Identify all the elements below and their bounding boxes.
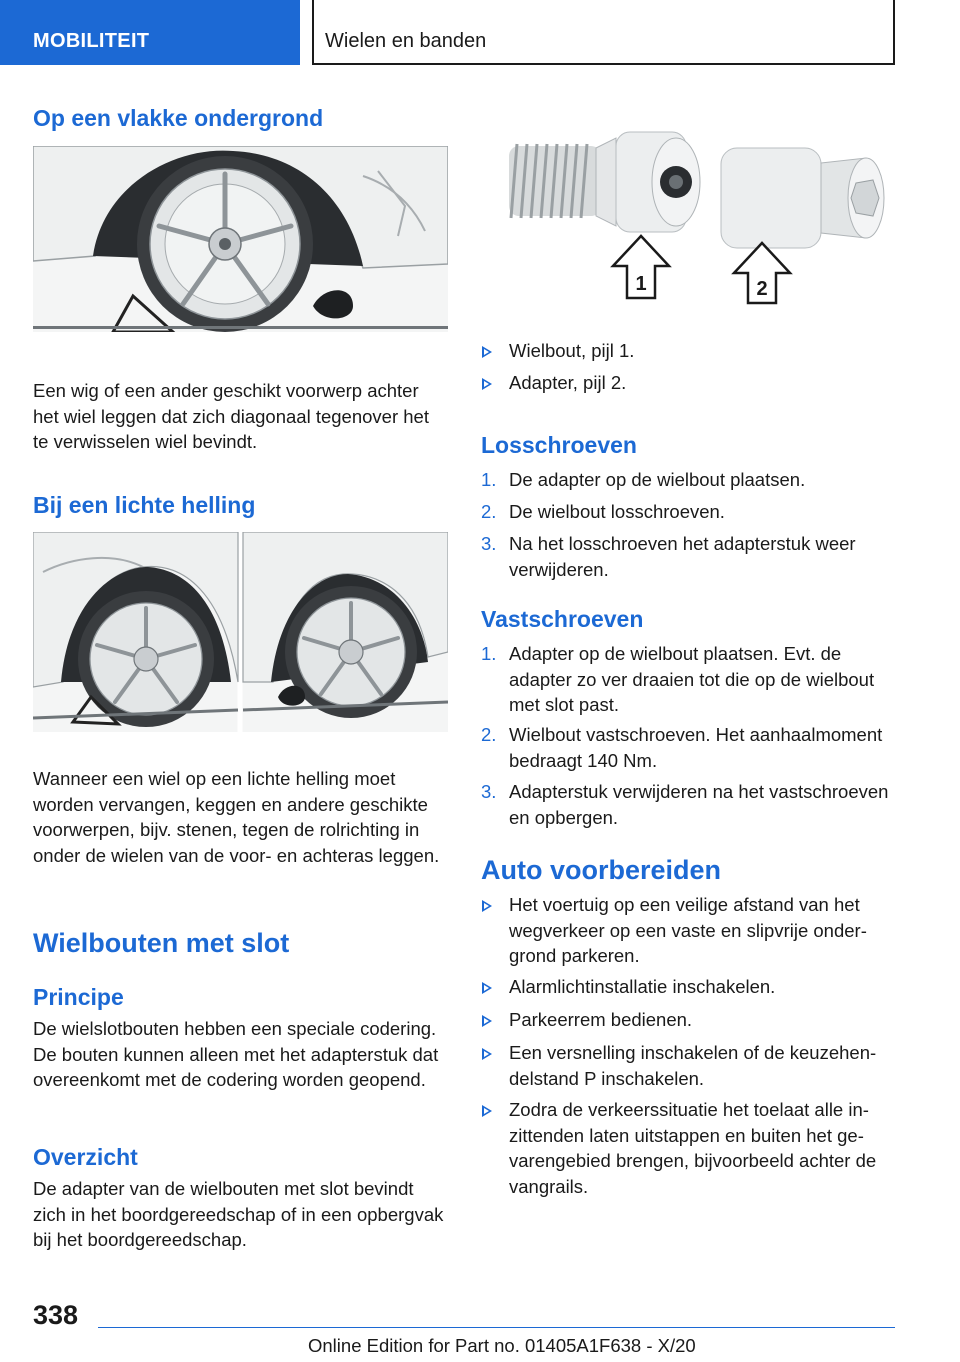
section-tab: MOBILITEIT bbox=[0, 0, 300, 65]
heading-slope: Bij een lichte helling bbox=[33, 492, 256, 518]
list-item-prepare-2: Alarmlichtinstallatie inschakelen. bbox=[481, 974, 896, 1000]
list-item-prepare-4: Een versnelling inschakelen of de keuzehendelstand P inschakelen. bbox=[481, 1040, 896, 1091]
list-item-part-2: Adapter, pijl 2. bbox=[481, 370, 896, 396]
bullet-arrow-icon bbox=[482, 982, 492, 994]
step-tighten-3: 3. Adapterstuk verwijderen na het vastschroeven en opbergen. bbox=[481, 781, 889, 828]
bullet-arrow-icon bbox=[482, 1015, 492, 1027]
paragraph-principle: De wielslotbouten hebben een speciale codering. De bouten kunnen alleen met het adapterstuk dat overeenkomt met de codering worden geopend. bbox=[33, 1018, 439, 1090]
step-loosen-3: 3. Na het losschroeven het adapterstuk weer verwijderen. bbox=[481, 533, 856, 580]
step-loosen-1: 1. De adapter op de wielbout plaatsen. bbox=[481, 469, 806, 490]
paragraph-slope: Wanneer een wiel op een lichte helling moet worden vervangen, keggen en andere geschikte voorwerpen, bijv. stenen, tegen de rolrichting in onder de wielen van de voor- en achteras leggen. bbox=[33, 768, 440, 866]
heading-prepare-car: Auto voorbereiden bbox=[481, 855, 722, 885]
figure-arrow-1-label: 1 bbox=[635, 273, 647, 295]
heading-overview: Overzicht bbox=[33, 1144, 138, 1170]
figure-bolt-adapter bbox=[481, 118, 896, 330]
heading-tighten: Vastschroeven bbox=[481, 606, 644, 632]
list-item-prepare-1: Het voertuig op een veilige afstand van het wegverkeer op een vaste en slipvrije ondergrond parkeren. bbox=[481, 892, 896, 969]
heading-principle: Principe bbox=[33, 984, 124, 1010]
list-item-prepare-3: Parkeerrem bedienen. bbox=[481, 1007, 896, 1033]
list-item-prepare-5: Zodra de verkeerssituatie het toelaat alle inzittenden laten uitstappen en buiten het gevarengebied brengen, bijvoorbeeld achter de vangrails. bbox=[481, 1097, 896, 1199]
footer-edition: Online Edition for Part no. 01405A1F638 - X/20 bbox=[308, 1335, 696, 1356]
paragraph-overview: De adapter van de wielbouten met slot bevindt zich in het boordgereedschap of in een opbergvak bij het boordgereedschap. bbox=[33, 1178, 444, 1250]
bullet-arrow-icon bbox=[482, 346, 492, 358]
figure-wheels-slope bbox=[33, 532, 448, 732]
footer-divider bbox=[98, 1327, 895, 1328]
bullet-arrow-icon bbox=[482, 1105, 492, 1117]
step-loosen-2: 2. De wielbout losschroeven. bbox=[481, 501, 725, 522]
figure-wheel-flat bbox=[33, 146, 448, 332]
paragraph-flat-ground: Een wig of een ander geschikt voorwerp achter het wiel leggen dat zich diagonaal tegenover het te verwisselen wiel bevindt. bbox=[33, 380, 429, 452]
bullet-arrow-icon bbox=[482, 378, 492, 390]
step-tighten-1: 1. Adapter op de wielbout plaatsen. Evt. de adapter zo ver draaien tot die op de wielbout met slot past. bbox=[481, 643, 875, 715]
list-item-part-1: Wielbout, pijl 1. bbox=[481, 338, 896, 364]
step-tighten-2: 2. Wielbout vastschroeven. Het aanhaalmoment bedraagt 140 Nm. bbox=[481, 724, 883, 771]
bullet-arrow-icon bbox=[482, 900, 492, 912]
heading-flat-ground: Op een vlakke ondergrond bbox=[33, 105, 324, 131]
heading-loosen: Losschroeven bbox=[481, 432, 637, 458]
page-number: 338 bbox=[33, 1300, 79, 1330]
bullet-arrow-icon bbox=[482, 1048, 492, 1060]
chapter-title: Wielen en banden bbox=[312, 0, 895, 65]
heading-lock-bolts: Wielbouten met slot bbox=[33, 928, 290, 958]
figure-arrow-2-label: 2 bbox=[756, 278, 768, 300]
